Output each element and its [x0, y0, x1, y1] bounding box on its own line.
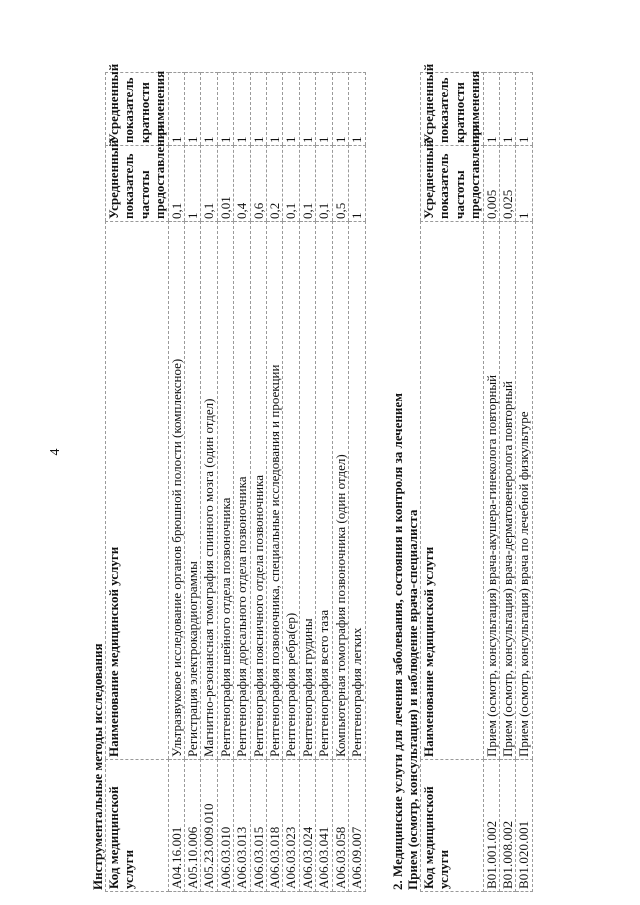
cell-multiplicity: 1	[332, 73, 348, 146]
table-row	[299, 73, 315, 892]
cell-code: B01.008.002	[499, 760, 515, 892]
cell-name: Прием (осмотр, консультация) врача-дерматовенеролога повторный	[499, 222, 515, 760]
cell-name: Рентгенография поясничного отдела позвоночника	[250, 222, 266, 760]
cell-multiplicity: 1	[316, 73, 332, 146]
table-row	[332, 73, 348, 892]
cell-name: Регистрация электрокардиограммы	[185, 222, 201, 760]
table-row	[168, 73, 184, 892]
header-code: Код медицинской услуги	[420, 760, 483, 892]
table-row	[267, 73, 283, 892]
cell-name: Прием (осмотр, консультация) врача по лечебной физкультуре	[516, 222, 532, 760]
cell-multiplicity: 1	[168, 73, 184, 146]
table-row	[316, 73, 332, 892]
cell-name: Ультразвуковое исследование органов брюшной полости (комплексное)	[168, 222, 184, 760]
cell-frequency: 0,1	[201, 146, 217, 222]
cell-multiplicity: 1	[250, 73, 266, 146]
cell-frequency: 0,1	[316, 146, 332, 222]
cell-multiplicity: 1	[217, 73, 233, 146]
cell-name: Рентгенография легких	[349, 222, 365, 760]
cell-code: A04.16.001	[168, 760, 184, 892]
cell-frequency: 1	[516, 146, 532, 222]
cell-multiplicity: 1	[483, 73, 499, 146]
cell-name: Рентгенография дорсального отдела позвоночника	[234, 222, 250, 760]
cell-code: A06.03.023	[283, 760, 299, 892]
cell-name: Рентгенография позвоночника, специальные исследования и проекции	[267, 222, 283, 760]
cell-frequency: 0,6	[250, 146, 266, 222]
cell-multiplicity: 1	[349, 73, 365, 146]
cell-frequency: 0,01	[217, 146, 233, 222]
cell-code: A06.03.015	[250, 760, 266, 892]
section2-title: 2. Медицинские услуги для лечения заболевания, состояния и контроля за лечением	[389, 392, 405, 890]
cell-multiplicity: 1	[283, 73, 299, 146]
header-name: Наименование медицинской услуги	[420, 222, 483, 760]
cell-code: A06.03.013	[234, 760, 250, 892]
cell-name: Рентгенография ребра(ер)	[283, 222, 299, 760]
cell-frequency: 0,5	[332, 146, 348, 222]
cell-code: A05.10.006	[185, 760, 201, 892]
table-row	[201, 73, 217, 892]
cell-multiplicity: 1	[499, 73, 515, 146]
table-row	[349, 73, 365, 892]
cell-name: Рентгенография шейного отдела позвоночника	[217, 222, 233, 760]
header-multiplicity: Усредненный показатель кратности применения	[106, 73, 169, 146]
cell-name: Рентгенография грудины	[299, 222, 315, 760]
cell-frequency: 0,1	[283, 146, 299, 222]
table-row	[499, 73, 515, 892]
cell-multiplicity: 1	[201, 73, 217, 146]
specialist-consultation-table	[420, 63, 533, 892]
header-name: Наименование медицинской услуги	[106, 222, 169, 760]
cell-name: Магнитно-резонансная томография спинного мозга (один отдел)	[201, 222, 217, 760]
cell-frequency: 0,025	[499, 146, 515, 222]
cell-frequency: 1	[349, 146, 365, 222]
cell-multiplicity: 1	[516, 73, 532, 146]
table-row	[250, 73, 266, 892]
table-row	[283, 73, 299, 892]
cell-name: Рентгенография всего таза	[316, 222, 332, 760]
table-row	[185, 73, 201, 892]
cell-frequency: 1	[185, 146, 201, 222]
cell-code: B01.001.002	[483, 760, 499, 892]
cell-multiplicity: 1	[299, 73, 315, 146]
cell-code: A06.03.018	[267, 760, 283, 892]
cell-code: A06.03.041	[316, 760, 332, 892]
cell-name: Компьютерная томография позвоночника (один отдел)	[332, 222, 348, 760]
instrumental-methods-table	[105, 63, 366, 892]
cell-code: A06.03.024	[299, 760, 315, 892]
page-number: 4	[48, 448, 63, 456]
cell-code: A06.09.007	[349, 760, 365, 892]
cell-frequency: 0,005	[483, 146, 499, 222]
cell-multiplicity: 1	[234, 73, 250, 146]
header-multiplicity: Усредненный показатель кратности применения	[420, 73, 483, 146]
cell-code: B01.020.001	[516, 760, 532, 892]
table-header-row	[106, 73, 169, 892]
cell-frequency: 0,4	[234, 146, 250, 222]
cell-code: A06.03.010	[217, 760, 233, 892]
section1-title: Инструментальные методы исследования	[90, 643, 105, 890]
table-row	[516, 73, 532, 892]
rotated-page-content	[90, 63, 533, 892]
cell-frequency: 0,1	[168, 146, 184, 222]
header-code: Код медицинской услуги	[106, 760, 169, 892]
header-frequency: Усредненный показатель частоты предоставления	[420, 146, 483, 222]
cell-code: A05.23.009.010	[201, 760, 217, 892]
header-frequency: Усредненный показатель частоты предоставления	[106, 146, 169, 222]
cell-code: A06.03.058	[332, 760, 348, 892]
table-row	[217, 73, 233, 892]
cell-name: Прием (осмотр, консультация) врача-акушера-гинеколога повторный	[483, 222, 499, 760]
cell-frequency: 0,2	[267, 146, 283, 222]
table-row	[234, 73, 250, 892]
section2-subtitle: Прием (осмотр, консультация) и наблюдение врача-специалиста	[404, 509, 420, 890]
table-row	[483, 73, 499, 892]
cell-multiplicity: 1	[185, 73, 201, 146]
cell-frequency: 0,1	[299, 146, 315, 222]
table-header-row	[420, 73, 483, 892]
cell-multiplicity: 1	[267, 73, 283, 146]
